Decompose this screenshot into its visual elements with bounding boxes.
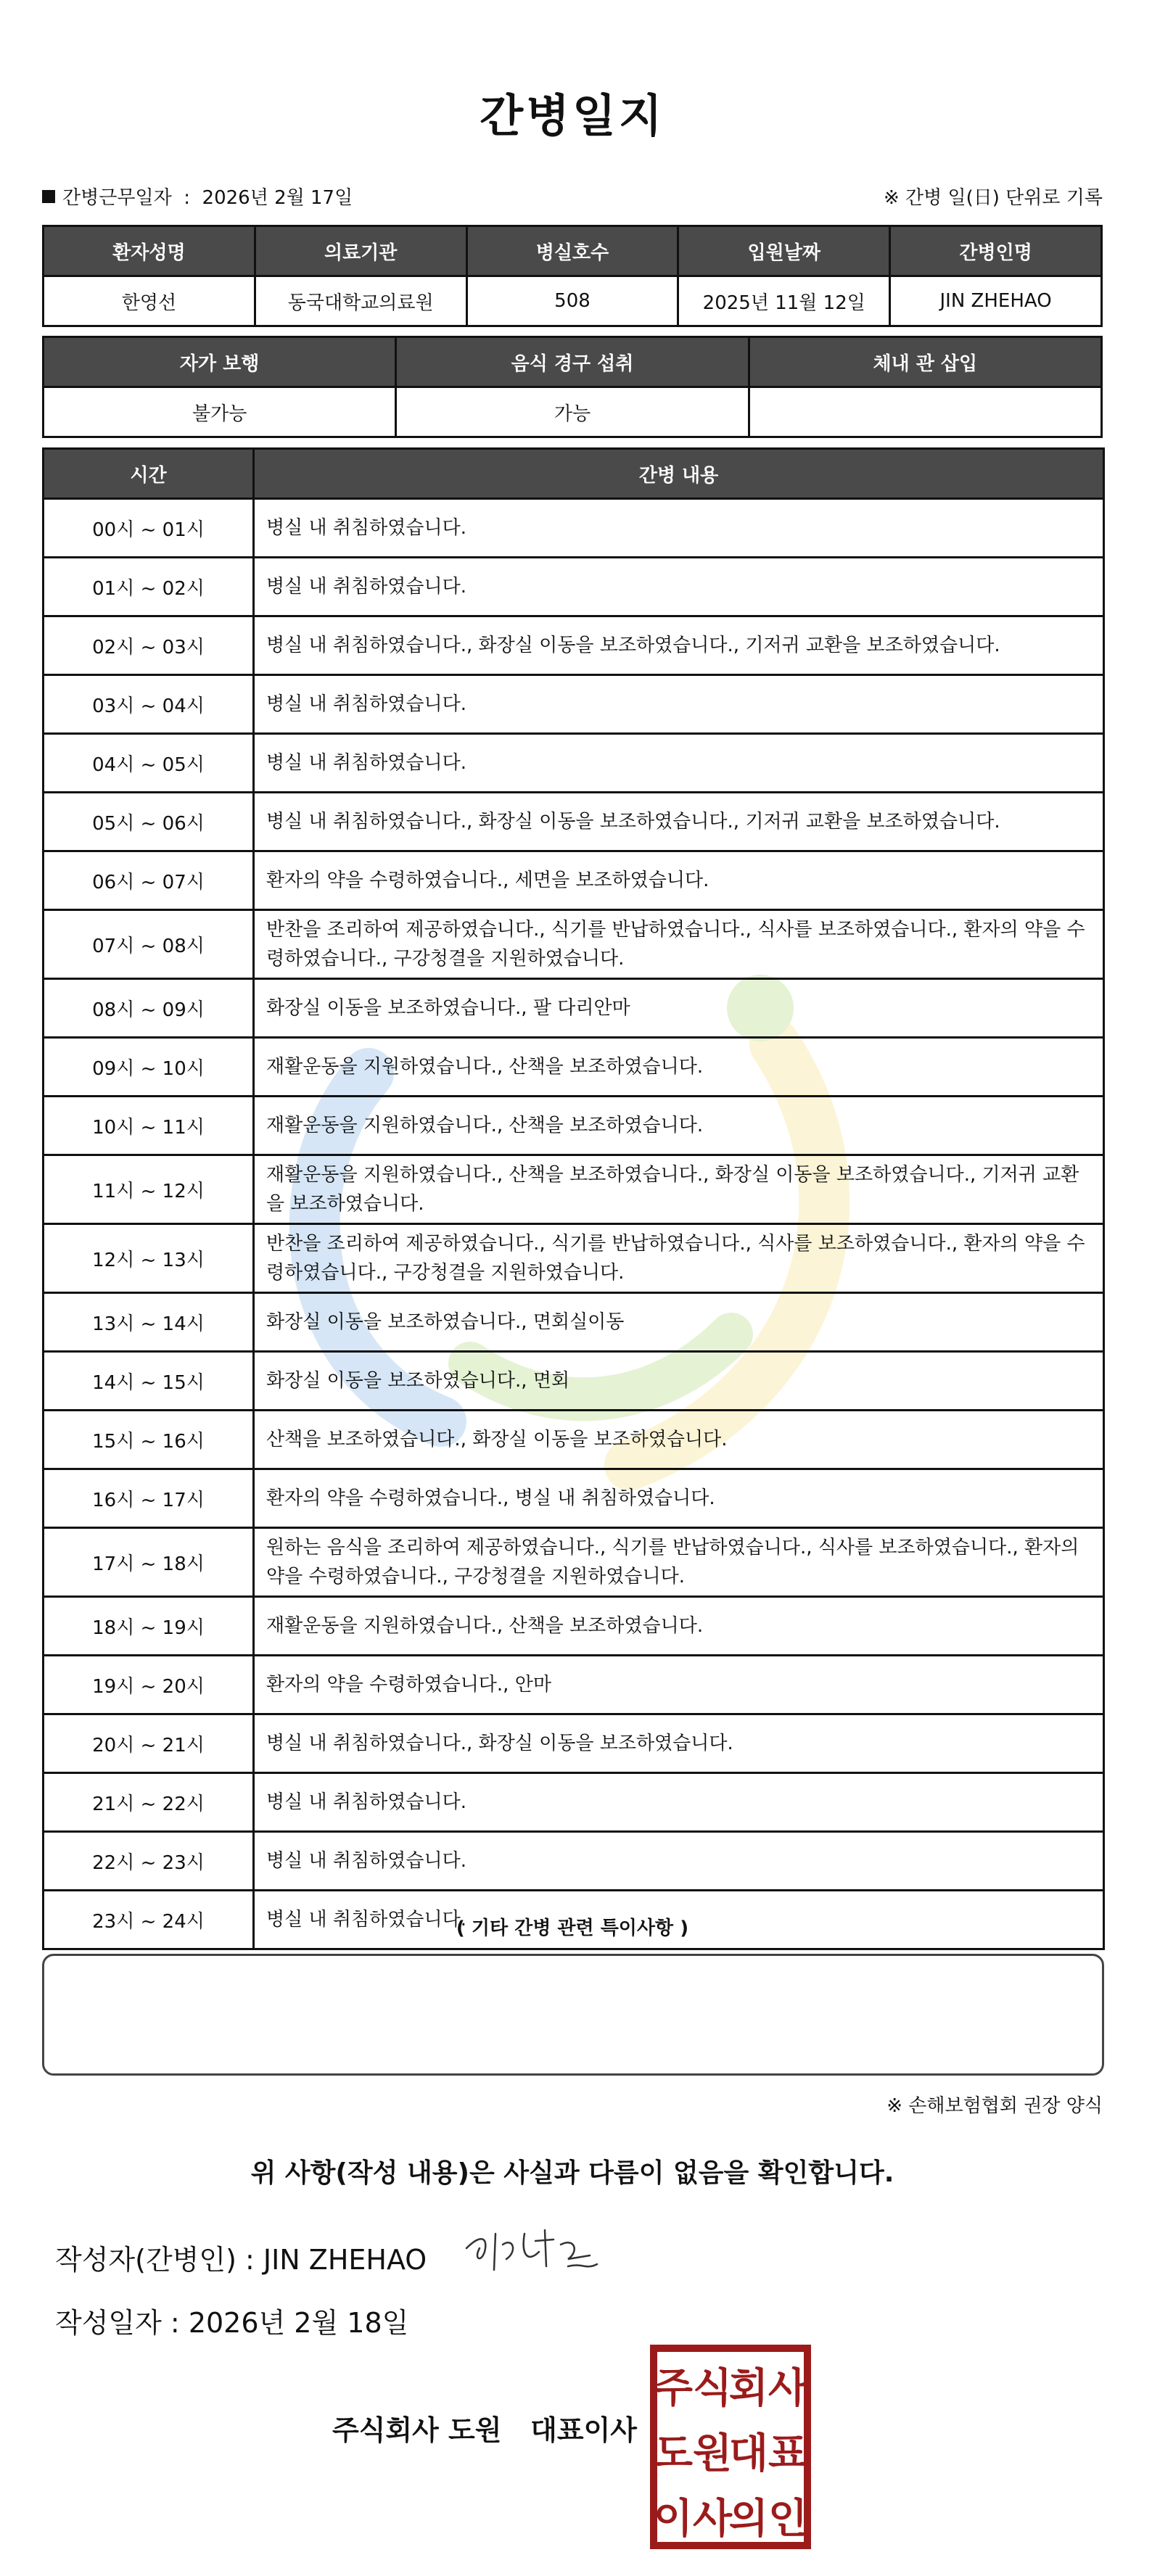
log-content: 화장실 이동을 보조하였습니다., 면회 xyxy=(254,1352,1104,1411)
log-content: 병실 내 취침하였습니다., 화장실 이동을 보조하였습니다., 기저귀 교환을 보조하였습니다. xyxy=(254,616,1104,675)
log-row xyxy=(44,1155,1104,1224)
header-patient-name: 환자성명 xyxy=(44,226,255,276)
log-content: 병실 내 취침하였습니다. xyxy=(254,734,1104,793)
log-body xyxy=(44,499,1104,1949)
form-source-note: ※ 손해보험협회 권장 양식 xyxy=(886,2095,1103,2117)
log-content: 반찬을 조리하여 제공하였습니다., 식기를 반납하였습니다., 식사를 보조하였습니다., 환자의 약을 수령하였습니다., 구강청결을 지원하였습니다. xyxy=(254,1224,1104,1293)
log-row xyxy=(44,910,1104,979)
log-time: 23시 ~ 24시 xyxy=(44,1891,254,1949)
log-time: 12시 ~ 13시 xyxy=(44,1224,254,1293)
log-content: 환자의 약을 수령하였습니다., 안마 xyxy=(254,1656,1104,1714)
record-note: ※ 간병 일(日) 단위로 기록 xyxy=(883,187,1103,209)
log-content: 병실 내 취침하였습니다. xyxy=(254,558,1104,616)
written-date-line xyxy=(55,2300,408,2340)
log-content: 병실 내 취침하였습니다. xyxy=(254,1891,1104,1949)
log-time: 04시 ~ 05시 xyxy=(44,734,254,793)
log-time: 11시 ~ 12시 xyxy=(44,1155,254,1224)
log-time: 20시 ~ 21시 xyxy=(44,1714,254,1773)
log-content: 화장실 이동을 보조하였습니다., 팔 다리안마 xyxy=(254,979,1104,1038)
status-header-row xyxy=(44,337,1102,387)
notes-title: ( 기타 간병 관련 특이사항 ) xyxy=(456,1917,689,1939)
log-content: 재활운동을 지원하였습니다., 산책을 보조하였습니다. xyxy=(254,1597,1104,1656)
header-walking: 자가 보행 xyxy=(44,337,396,387)
log-row xyxy=(44,1832,1104,1891)
log-content: 반찬을 조리하여 제공하였습니다., 식기를 반납하였습니다., 식사를 보조하였습니다., 환자의 약을 수령하였습니다., 구강청결을 지원하였습니다. xyxy=(254,910,1104,979)
work-date-value: 2026년 2월 17일 xyxy=(202,187,353,209)
log-content: 화장실 이동을 보조하였습니다., 면회실이동 xyxy=(254,1293,1104,1352)
header-oral-intake: 음식 경구 섭취 xyxy=(396,337,749,387)
log-row xyxy=(44,1224,1104,1293)
care-log-table xyxy=(42,447,1105,1950)
log-time: 08시 ~ 09시 xyxy=(44,979,254,1038)
svg-text:대표: 대표 xyxy=(728,2430,808,2477)
svg-text:주식: 주식 xyxy=(653,2365,733,2412)
log-row xyxy=(44,675,1104,734)
svg-text:도원: 도원 xyxy=(653,2430,733,2477)
log-row xyxy=(44,734,1104,793)
log-time: 21시 ~ 22시 xyxy=(44,1773,254,1832)
header-time: 시간 xyxy=(44,449,254,499)
meta-row xyxy=(42,183,1103,212)
log-time: 00시 ~ 01시 xyxy=(44,499,254,558)
header-admission-date: 입원날짜 xyxy=(678,226,890,276)
log-content: 재활운동을 지원하였습니다., 산책을 보조하였습니다. xyxy=(254,1097,1104,1155)
header-tube: 체내 관 삽입 xyxy=(749,337,1101,387)
log-time: 13시 ~ 14시 xyxy=(44,1293,254,1352)
author-label: 작성자(간병인) : xyxy=(55,2244,255,2276)
log-time: 01시 ~ 02시 xyxy=(44,558,254,616)
log-time: 19시 ~ 20시 xyxy=(44,1656,254,1714)
header-room: 병실호수 xyxy=(466,226,678,276)
log-time: 18시 ~ 19시 xyxy=(44,1597,254,1656)
log-time: 15시 ~ 16시 xyxy=(44,1411,254,1469)
log-content: 병실 내 취침하였습니다. xyxy=(254,1773,1104,1832)
tube-status xyxy=(749,387,1101,437)
info-header-row xyxy=(44,226,1102,276)
log-time: 02시 ~ 03시 xyxy=(44,616,254,675)
log-row xyxy=(44,1656,1104,1714)
log-header-row xyxy=(44,449,1104,499)
log-time: 09시 ~ 10시 xyxy=(44,1038,254,1097)
written-date-value: 2026년 2월 18일 xyxy=(188,2307,409,2339)
info-value-row xyxy=(44,276,1102,326)
walking-status: 불가능 xyxy=(44,387,396,437)
log-row xyxy=(44,1597,1104,1656)
log-content: 병실 내 취침하였습니다. xyxy=(254,499,1104,558)
admission-date: 2025년 11월 12일 xyxy=(678,276,890,326)
work-date-label: 간병근무일자 xyxy=(62,187,172,209)
log-content: 환자의 약을 수령하였습니다., 세면을 보조하였습니다. xyxy=(254,851,1104,910)
written-date-label: 작성일자 : xyxy=(55,2307,180,2339)
log-content: 병실 내 취침하였습니다. xyxy=(254,1832,1104,1891)
log-content: 환자의 약을 수령하였습니다., 병실 내 취침하였습니다. xyxy=(254,1469,1104,1528)
log-time: 03시 ~ 04시 xyxy=(44,675,254,734)
signature-icon xyxy=(459,2219,604,2284)
patient-status-table xyxy=(42,336,1103,438)
author-name: JIN ZHEHAO xyxy=(263,2244,427,2276)
notes-box xyxy=(42,1954,1104,2076)
log-row xyxy=(44,1714,1104,1773)
log-row xyxy=(44,1293,1104,1352)
log-row xyxy=(44,499,1104,558)
log-row xyxy=(44,1038,1104,1097)
header-care-content: 간병 내용 xyxy=(254,449,1104,499)
log-row xyxy=(44,1528,1104,1597)
log-time: 17시 ~ 18시 xyxy=(44,1528,254,1597)
svg-text:이사: 이사 xyxy=(653,2496,733,2543)
company-seal-icon xyxy=(649,2344,812,2550)
patient-name: 한영선 xyxy=(44,276,255,326)
log-row xyxy=(44,851,1104,910)
log-row xyxy=(44,793,1104,851)
log-content: 원하는 음식을 조리하여 제공하였습니다., 식기를 반납하였습니다., 식사를 보조하였습니다., 환자의 약을 수령하였습니다., 구강청결을 지원하였습니다. xyxy=(254,1528,1104,1597)
log-time: 16시 ~ 17시 xyxy=(44,1469,254,1528)
status-value-row xyxy=(44,387,1102,437)
header-caregiver-name: 간병인명 xyxy=(890,226,1102,276)
svg-text:회사: 회사 xyxy=(728,2365,808,2412)
log-row xyxy=(44,1773,1104,1832)
log-content: 재활운동을 지원하였습니다., 산책을 보조하였습니다., 화장실 이동을 보조하였습니다., 기저귀 교환을 보조하였습니다. xyxy=(254,1155,1104,1224)
log-content: 병실 내 취침하였습니다., 화장실 이동을 보조하였습니다., 기저귀 교환을 보조하였습니다. xyxy=(254,793,1104,851)
document-title: 간병일지 xyxy=(480,89,665,142)
confirmation-statement: 위 사항(작성 내용)은 사실과 다름이 없음을 확인합니다. xyxy=(250,2158,894,2188)
log-time: 14시 ~ 15시 xyxy=(44,1352,254,1411)
author-line xyxy=(55,2237,427,2277)
caregiver-name: JIN ZHEHAO xyxy=(890,276,1102,326)
log-content: 재활운동을 지원하였습니다., 산책을 보조하였습니다. xyxy=(254,1038,1104,1097)
oral-intake-status: 가능 xyxy=(396,387,749,437)
log-row xyxy=(44,1469,1104,1528)
work-date: 간병근무일자 : 2026년 2월 17일 xyxy=(42,183,353,210)
log-content: 병실 내 취침하였습니다. xyxy=(254,675,1104,734)
log-row xyxy=(44,616,1104,675)
log-row xyxy=(44,558,1104,616)
log-time: 22시 ~ 23시 xyxy=(44,1832,254,1891)
log-row xyxy=(44,1411,1104,1469)
log-time: 10시 ~ 11시 xyxy=(44,1097,254,1155)
log-time: 07시 ~ 08시 xyxy=(44,910,254,979)
log-row xyxy=(44,1097,1104,1155)
hospital: 동국대학교의료원 xyxy=(255,276,466,326)
square-bullet-icon xyxy=(42,190,55,203)
log-row xyxy=(44,979,1104,1038)
log-content: 산책을 보조하였습니다., 화장실 이동을 보조하였습니다. xyxy=(254,1411,1104,1469)
log-time: 05시 ~ 06시 xyxy=(44,793,254,851)
company-representative: 주식회사 도원 대표이사 xyxy=(332,2414,637,2446)
log-row xyxy=(44,1352,1104,1411)
room-number: 508 xyxy=(466,276,678,326)
header-hospital: 의료기관 xyxy=(255,226,466,276)
log-content: 병실 내 취침하였습니다., 화장실 이동을 보조하였습니다. xyxy=(254,1714,1104,1773)
patient-info-table xyxy=(42,225,1103,327)
svg-text:의인: 의인 xyxy=(728,2496,808,2543)
log-time: 06시 ~ 07시 xyxy=(44,851,254,910)
